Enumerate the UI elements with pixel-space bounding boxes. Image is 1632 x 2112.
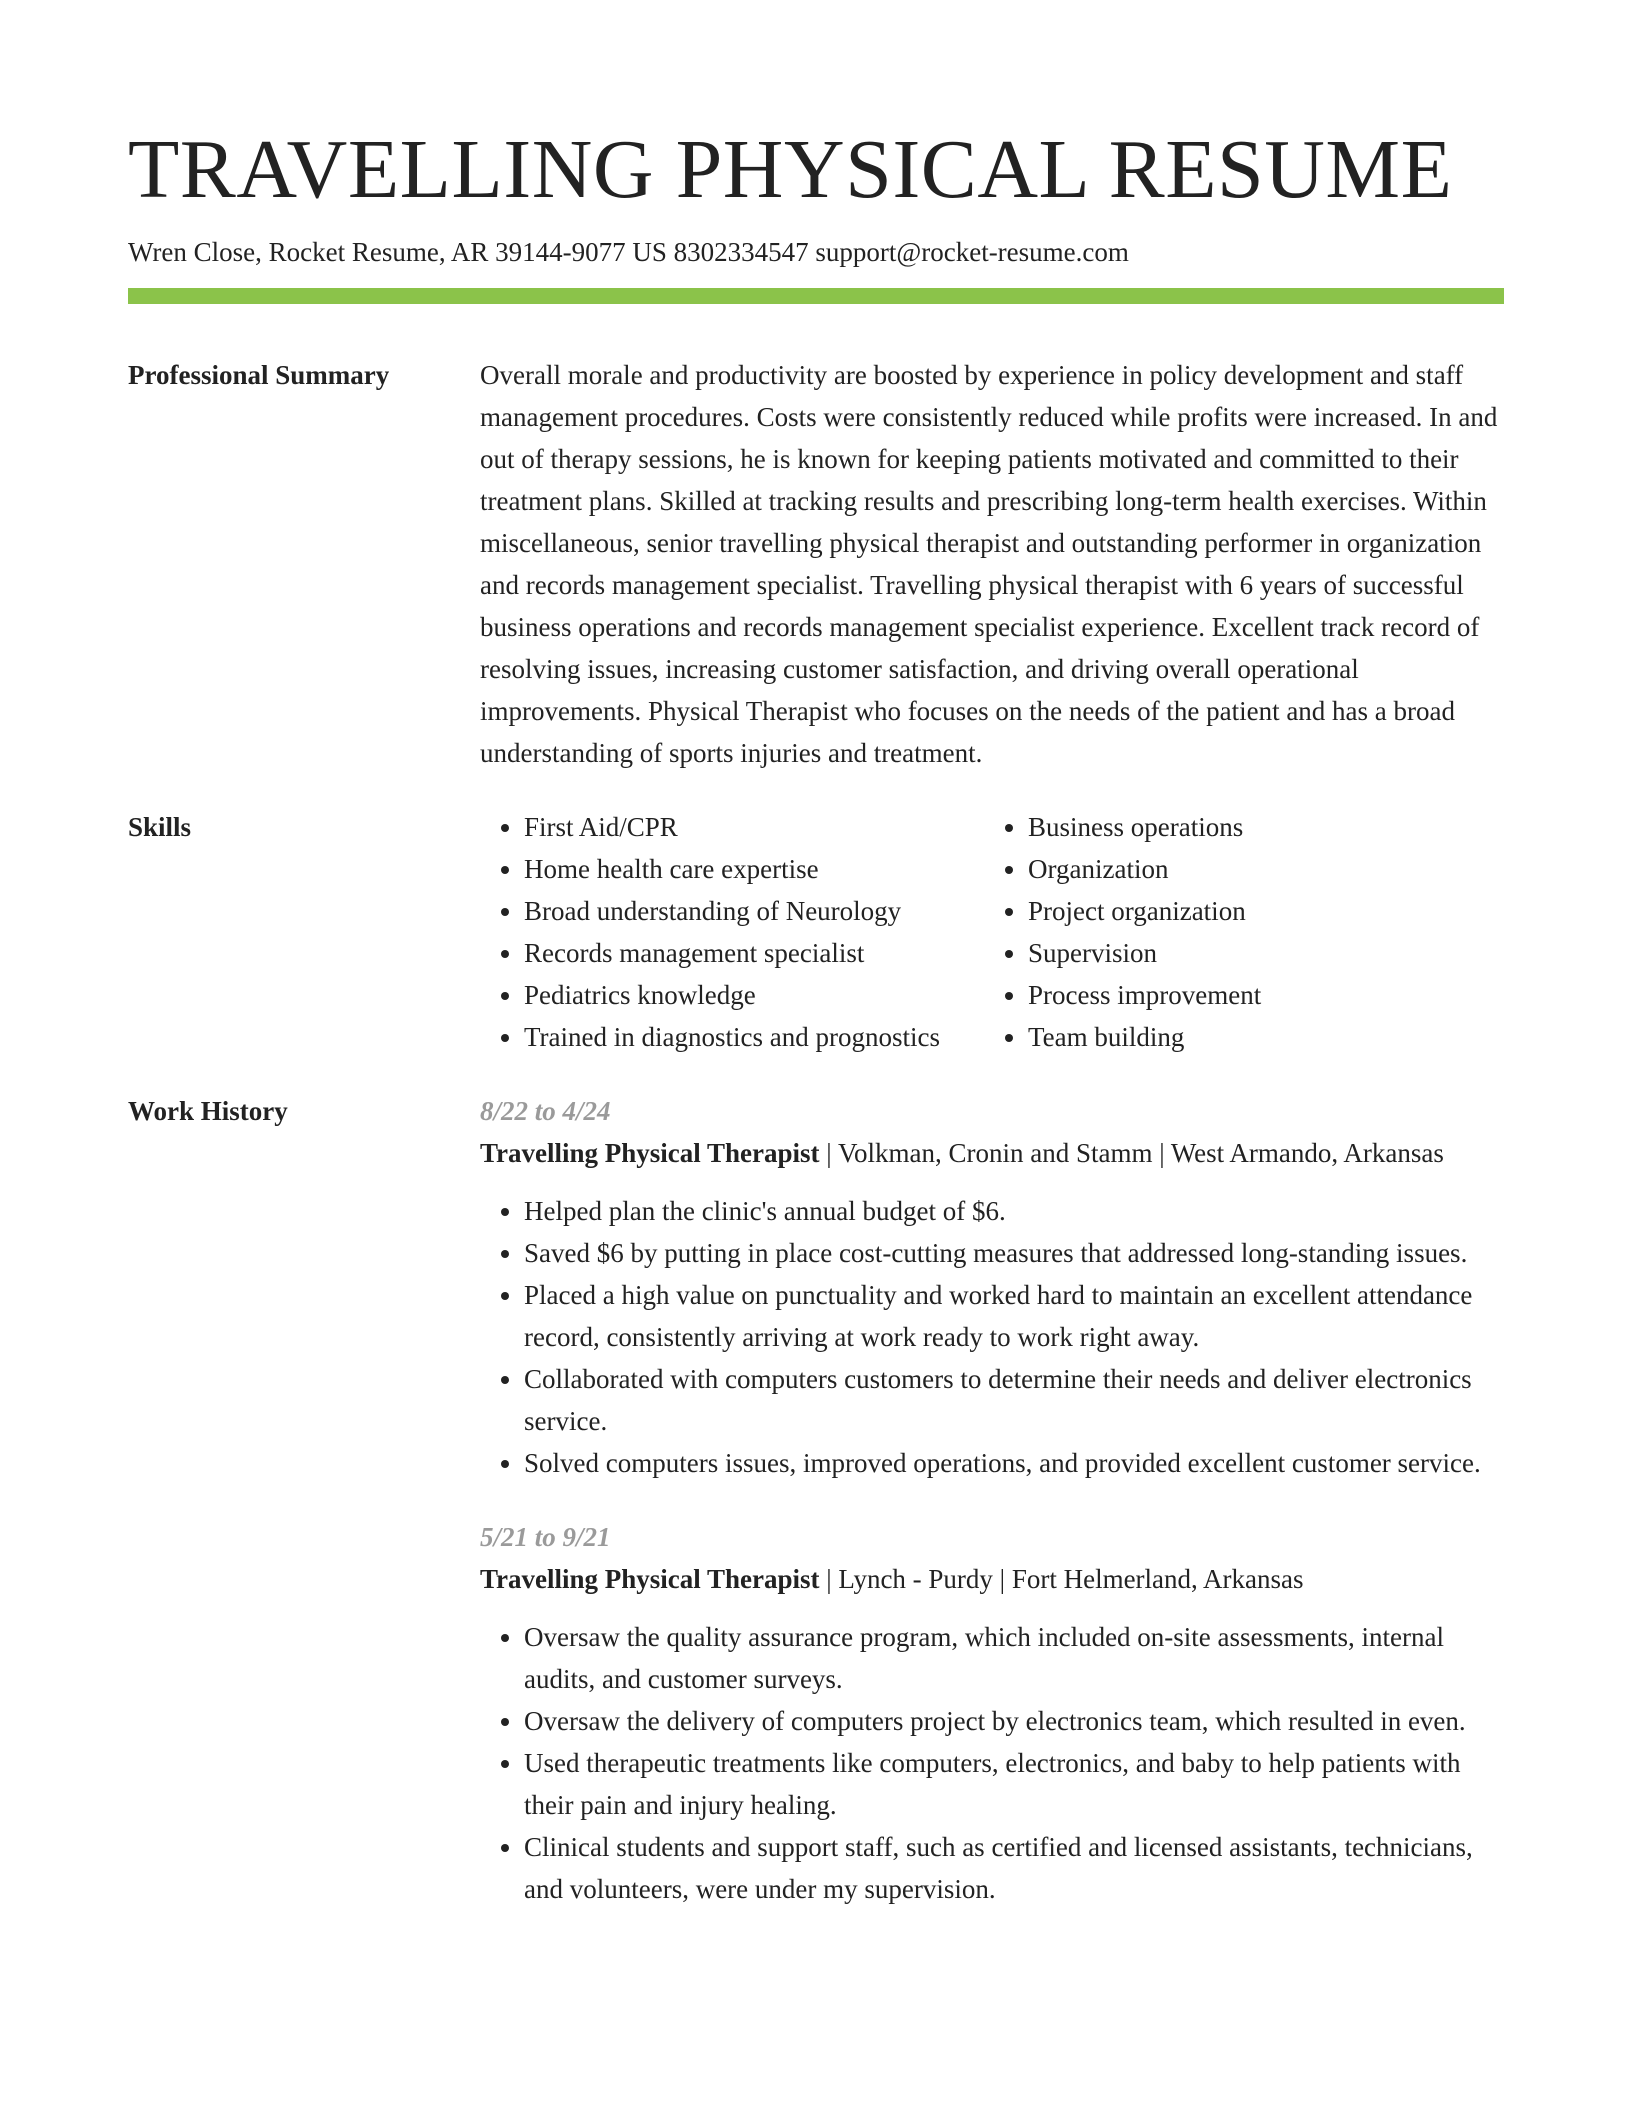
job-heading [480,1558,1504,1600]
skill-item: • Organization [1028,848,1488,890]
job-employer-location: | Lynch - Purdy | Fort Helmerland, Arkansas [819,1564,1304,1594]
skill-item: • Trained in diagnostics and prognostics [524,1016,984,1058]
section-label-skills: Skills [128,812,192,842]
job-entry [480,1516,1504,1910]
skills-list-left [480,806,984,1058]
skills-section [128,806,1504,1058]
job-bullet: • Solved computers issues, improved operations, and provided excellent customer service. [524,1442,1504,1484]
skill-item: • Pediatrics knowledge [524,974,984,1016]
contact-line: Wren Close, Rocket Resume, AR 39144-9077 US 8302334547 support@rocket-resume.com [128,237,1129,267]
job-bullet: • Clinical students and support staff, such as certified and licensed assistants, technicians, and volunteers, were under my supervision. [524,1826,1504,1910]
job-bullet: • Oversaw the delivery of computers project by electronics team, which resulted in even. [524,1700,1504,1742]
job-title: Travelling Physical Therapist [480,1564,820,1594]
skill-item: • Process improvement [1028,974,1488,1016]
resume-page [128,0,1504,1910]
skill-item: • Supervision [1028,932,1488,974]
job-dates: 5/21 to 9/21 [480,1522,611,1552]
skill-item: • Broad understanding of Neurology [524,890,984,932]
job-bullet-list [480,1190,1504,1484]
job-bullet-list [480,1616,1504,1910]
skill-item: • Records management specialist [524,932,984,974]
job-bullet: • Saved $6 by putting in place cost-cutting measures that addressed long-standing issues. [524,1232,1504,1274]
job-bullet: • Used therapeutic treatments like computers, electronics, and baby to help patients with their pain and injury healing. [524,1742,1504,1826]
job-bullet: • Placed a high value on punctuality and worked hard to maintain an excellent attendance record, consistently arriving at work ready to work right away. [524,1274,1504,1358]
job-bullet: • Collaborated with computers customers to determine their needs and deliver electronics service. [524,1358,1504,1442]
job-dates: 8/22 to 4/24 [480,1096,611,1126]
resume-title: TRAVELLING PHYSICAL RESUME [128,123,1453,216]
job-employer-location: | Volkman, Cronin and Stamm | West Armando, Arkansas [819,1138,1444,1168]
summary-text: Overall morale and productivity are boosted by experience in policy development and staff management procedures. Costs were consistently reduced while profits were increased. In and out of therapy sessions, he is known for keeping patients motivated and committed to their treatment plans. Skilled at tracking results and prescribing long-term health exercises. Within miscellaneous, senior travelling physical therapist and outstanding performer in organization and records management specialist. Travelling physical therapist with 6 years of successful business operations and records management specialist experience. Excellent track record of resolving issues, increasing customer satisfaction, and driving overall operational improvements. Physical Therapist who focuses on the needs of the patient and has a broad understanding of sports injuries and treatment. [480,360,1498,768]
work-history-body [480,1090,1504,1910]
work-history-section [128,1090,1504,1910]
section-label-summary: Professional Summary [128,360,390,390]
skill-item: • First Aid/CPR [524,806,984,848]
skills-list-right [984,806,1488,1058]
job-title: Travelling Physical Therapist [480,1138,820,1168]
skill-item: • Business operations [1028,806,1488,848]
job-entry [480,1090,1504,1484]
job-bullet: • Helped plan the clinic's annual budget of $6. [524,1190,1504,1232]
skill-item: • Home health care expertise [524,848,984,890]
professional-summary-section [128,354,1504,774]
skill-item: • Project organization [1028,890,1488,932]
skills-body [480,806,1504,1058]
summary-body [480,354,1504,774]
accent-divider [128,288,1504,304]
section-label-work-history: Work History [128,1096,288,1126]
skill-item: • Team building [1028,1016,1488,1058]
job-heading [480,1132,1504,1174]
job-bullet: • Oversaw the quality assurance program, which included on-site assessments, internal audits, and customer surveys. [524,1616,1504,1700]
